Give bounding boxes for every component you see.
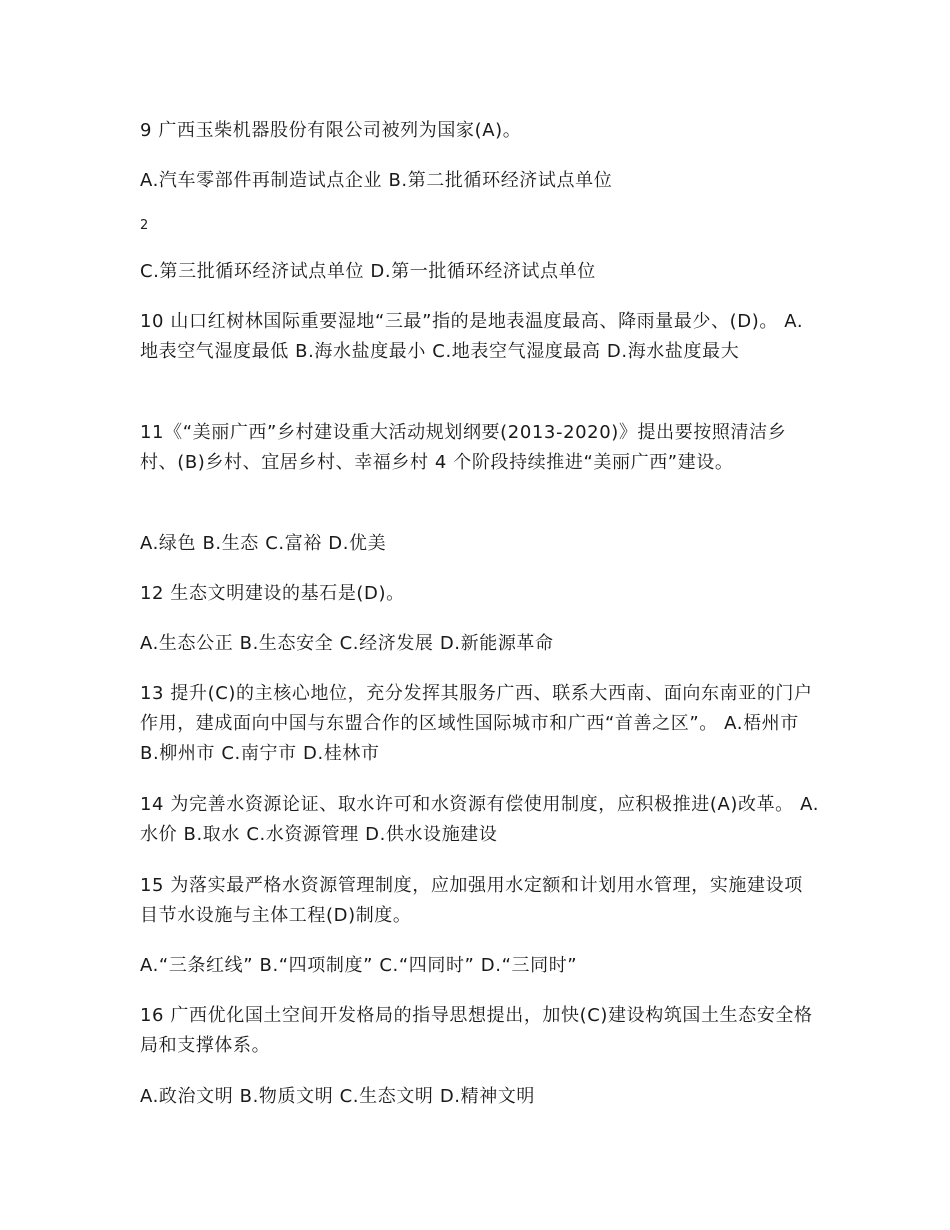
question-9-options-cd: C.第三批循环经济试点单位 D.第一批循环经济试点单位 (140, 261, 596, 282)
question-10: 10 山口红树林国际重要湿地“三最”指的是地表温度最高、降雨量最少、(D)。 A.地表空气湿度最低 B.海水盐度最小 C.地表空气湿度最高 D.海水盐度最大 (140, 311, 804, 362)
question-9-options-ab: A.汽车零部件再制造试点企业 B.第二批循环经济试点单位 (140, 170, 613, 191)
question-15-options: A.“三条红线” B.“四项制度” C.“四同时” D.“三同时” (140, 955, 578, 976)
question-11: 11《“美丽广西”乡村建设重大活动规划纲要(2013-2020)》提出要按照清洁乡村、(B)乡村、宜居乡村、幸福乡村 4 个阶段持续推进“美丽广西”建设。 (140, 422, 787, 473)
page-number: 2 (140, 218, 149, 233)
question-12: 12 生态文明建设的基石是(D)。 (140, 583, 405, 604)
question-14: 14 为完善水资源论证、取水许可和水资源有偿使用制度，应积极推进(A)改革。 A.水价 B.取水 C.水资源管理 D.供水设施建设 (140, 794, 820, 845)
question-9: 9 广西玉柴机器股份有限公司被列为国家(A)。 (140, 120, 522, 141)
question-12-options: A.生态公正 B.生态安全 C.经济发展 D.新能源革命 (140, 633, 554, 654)
question-16-options: A.政治文明 B.物质文明 C.生态文明 D.精神文明 (140, 1086, 536, 1107)
question-11-options: A.绿色 B.生态 C.富裕 D.优美 (140, 533, 387, 554)
question-16: 16 广西优化国土空间开发格局的指导思想提出，加快(C)建设构筑国土生态安全格局和支撑体系。 (140, 1005, 813, 1056)
question-13: 13 提升(C)的主核心地位，充分发挥其服务广西、联系大西南、面向东南亚的门户作用，建成面向中国与东盟合作的区域性国际城市和广西“首善之区”。 A.梧州市 B.柳州市 C.南宁市 D.桂林市 (140, 683, 813, 764)
question-15: 15 为落实最严格水资源管理制度，应加强用水定额和计划用水管理，实施建设项目节水设施与主体工程(D)制度。 (140, 875, 803, 926)
